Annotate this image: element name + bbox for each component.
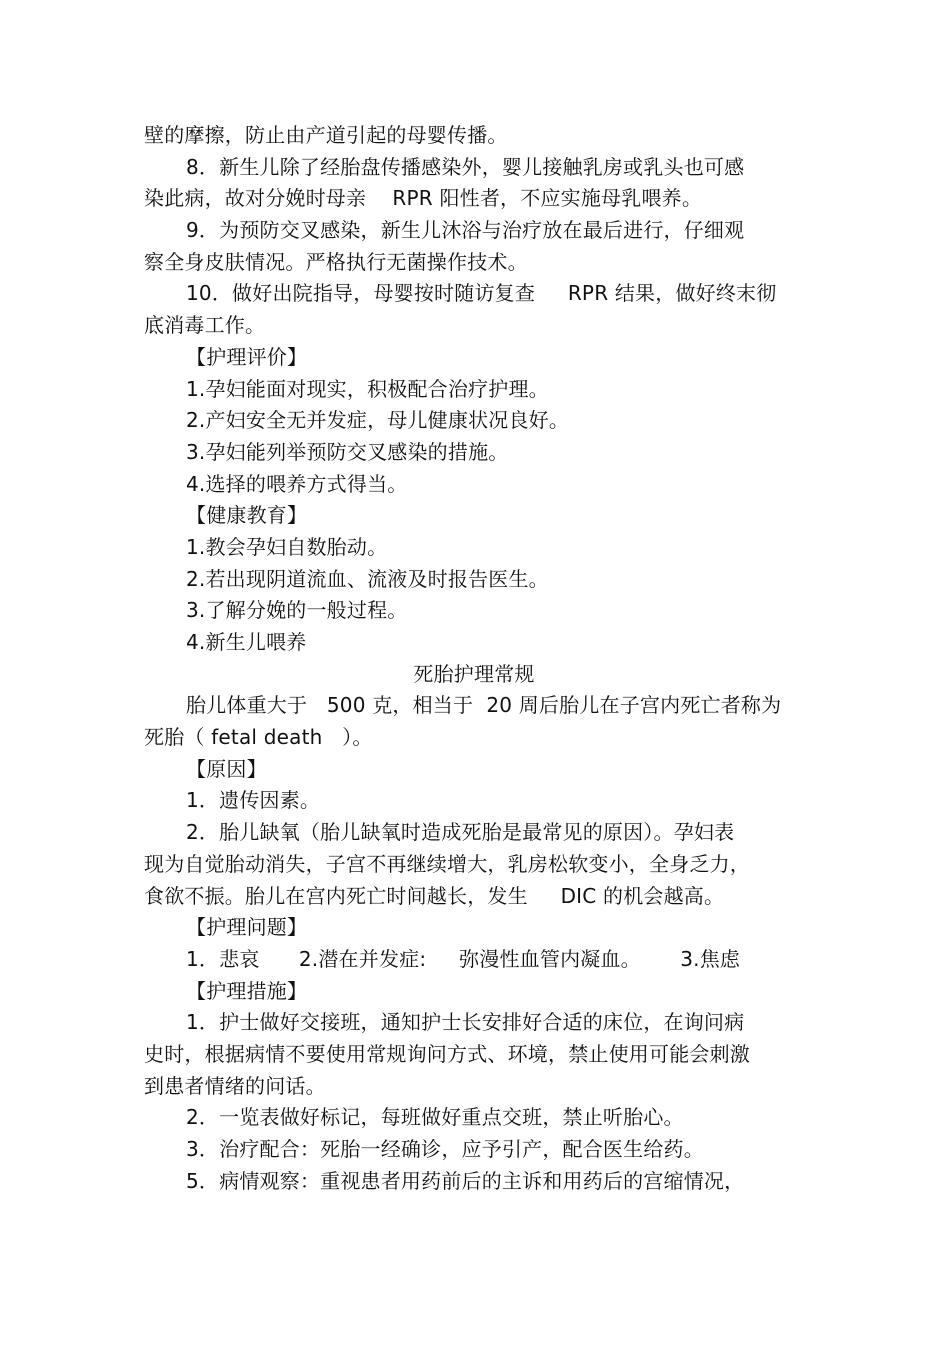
list-item: 3.了解分娩的一般过程。: [186, 598, 408, 623]
text-line: 察全身皮肤情况。严格执行无菌操作技术。: [144, 249, 528, 274]
list-item: 1．遗传因素。: [186, 788, 321, 813]
list-item: 10．做好出院指导，母婴按时随访复查 RPR 结果，做好终末彻: [186, 281, 777, 306]
paragraph-line: 胎儿体重大于 500 克，相当于 20 周后胎儿在子宫内死亡者称为: [186, 693, 782, 718]
text-line: 壁的摩擦，防止由产道引起的母婴传播。: [144, 123, 508, 147]
text-line: 染此病，故对分娩时母亲 RPR 阳性者，不应实施母乳喂养。: [144, 186, 703, 211]
list-item: 2.产妇安全无并发症，母儿健康状况良好。: [186, 408, 570, 433]
list-item: 2．一览表做好标记，每班做好重点交班，禁止听胎心。: [186, 1105, 684, 1130]
list-item: 9．为预防交叉感染，新生儿沐浴与治疗放在最后进行，仔细观: [186, 218, 745, 243]
list-item: 3.孕妇能列举预防交叉感染的措施。: [186, 439, 509, 464]
text-line: 到患者情绪的问话。: [144, 1073, 326, 1098]
list-item: 8．新生儿除了经胎盘传播感染外，婴儿接触乳房或乳头也可感: [186, 154, 745, 179]
list-item: 5．病情观察：重视患者用药前后的主诉和用药后的宫缩情况，: [186, 1168, 745, 1193]
text-line: 现为自觉胎动消失，子宫不再继续增大，乳房松软变小，全身乏力，: [144, 851, 750, 876]
list-item: 1.孕妇能面对现实，积极配合治疗护理。: [186, 376, 549, 401]
list-item: 3．治疗配合：死胎一经确诊，应予引产，配合医生给药。: [186, 1137, 704, 1161]
text-line: 食欲不振。胎儿在宫内死亡时间越长，发生 DIC 的机会越高。: [144, 883, 725, 908]
section-heading: 【护理问题】: [186, 915, 308, 940]
document-body: [144, 120, 804, 1197]
section-heading: 【原因】: [186, 756, 267, 781]
list-item: 2．胎儿缺氧（胎儿缺氧时造成死胎是最常见的原因）。孕妇表: [186, 820, 735, 845]
list-item: 2.若出现阴道流血、流液及时报告医生。: [186, 566, 549, 591]
text-line: 史时，根据病情不要使用常规询问方式、环境，禁止使用可能会刺激: [144, 1041, 750, 1066]
text-line: 死胎（ fetal death ）。: [144, 725, 373, 750]
section-heading: 【护理评价】: [186, 344, 308, 369]
list-item: 1.教会孕妇自数胎动。: [186, 534, 388, 559]
text-line: 底消毒工作。: [144, 313, 266, 338]
section-heading: 【健康教育】: [186, 503, 308, 528]
section-heading: 【护理措施】: [186, 978, 308, 1003]
list-item: 4.新生儿喂养: [186, 630, 307, 654]
list-item: 1．悲哀 2.潜在并发症: 弥漫性血管内凝血。 3.焦虑: [186, 946, 741, 971]
list-item: 1．护士做好交接班，通知护士长安排好合适的床位，在询问病: [186, 1010, 745, 1035]
list-item: 4.选择的喂养方式得当。: [186, 471, 408, 496]
document-title: 死胎护理常规: [413, 661, 535, 686]
